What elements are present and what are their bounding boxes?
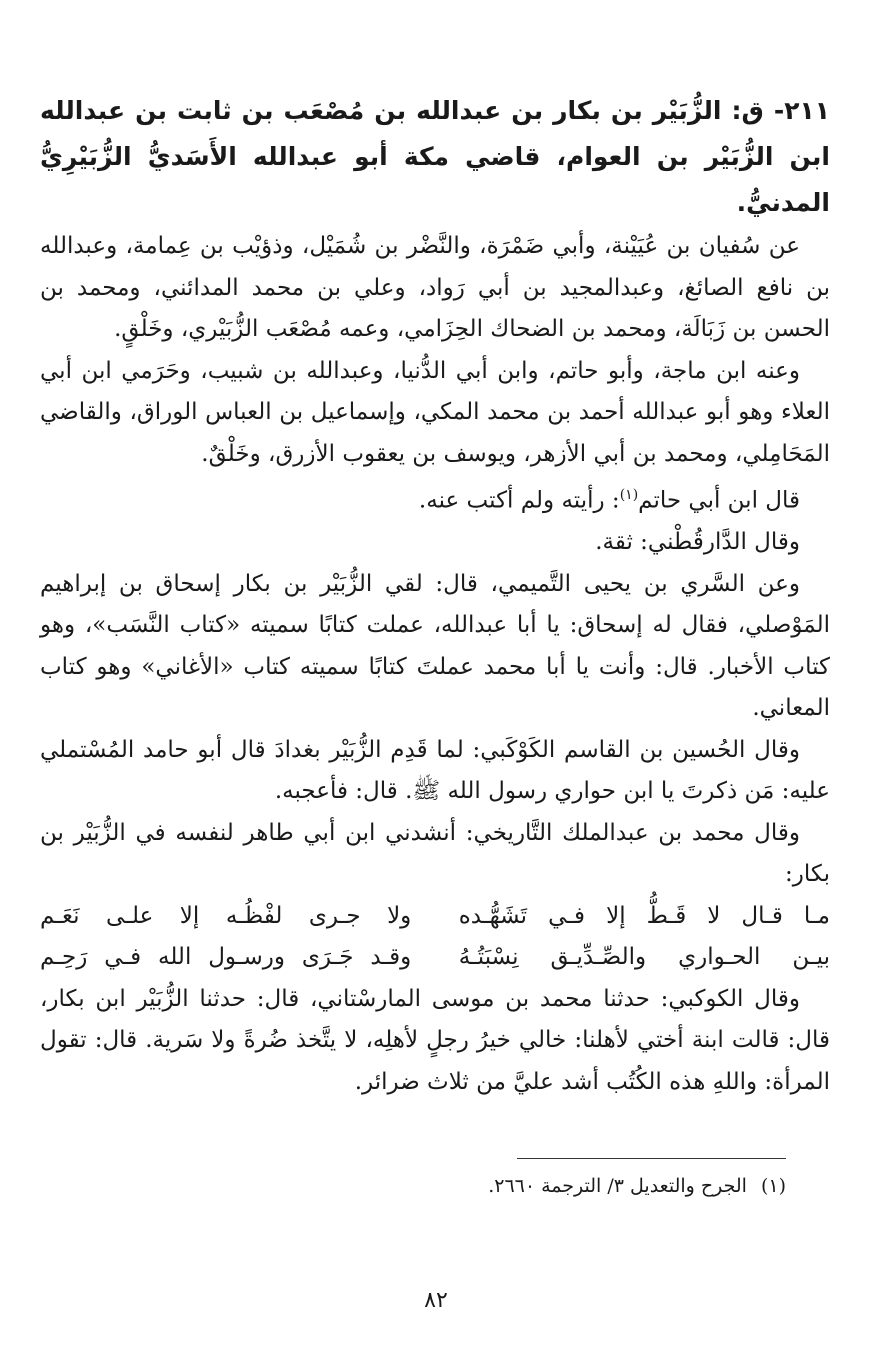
footnote (300, 1171, 786, 1201)
kawkabi-story-paragraph: وقال الحُسين بن القاسم الكَوْكَبي: لما قَدِم الزُّبَيْر بغدادَ قال أبو حامد المُسْتملي عليه: مَن ذكرتَ يا ابن حواري رسول الله ﷺ. قال: فأعجبه. (40, 736, 830, 805)
abi-hatim-quote (40, 475, 830, 522)
poem-verse (40, 896, 830, 938)
footnote-reference[interactable]: (١) (619, 487, 639, 503)
main-text (40, 88, 830, 1103)
poem (40, 896, 830, 979)
daraqutni-quote: وقال الدَّارقُطْني: ثقة. (595, 529, 800, 556)
poem-hemistich-second: وقـد جَـرَى ورسـول الله فـي رَحِـم (40, 944, 412, 971)
abi-hatim-quote-end: : رأيته ولم أكتب عنه. (418, 487, 620, 514)
footnote-marker: (١) (760, 1175, 786, 1197)
abi-hatim-quote-start: قال ابن أبي حاتم (638, 487, 800, 514)
sari-story-paragraph: وعن السَّري بن يحيى التَّميمي، قال: لقي الزُّبَيْر بن بكار إسحاق بن إبراهيم المَوْصلي، فقال له إسحاق: يا أبا عبدالله، عملت كتابًا سميته «كتاب النَّسَب»، وهو كتاب الأخبار. قال: وأنت يا أبا محمد عملتَ كتابًا سميته كتاب «الأغاني» وهو كتاب المعاني. (40, 570, 830, 722)
footnote-divider (517, 1158, 786, 1159)
students-paragraph: وعنه ابن ماجة، وأبو حاتم، وابن أبي الدُّنيا، وعبدالله بن شبيب، وحَرَمي ابن أبي العلاء وهو أبو عبدالله أحمد بن محمد المكي، وإسماعيل بن العباس الوراق، والقاضي المَحَامِلي، ومحمد بن أبي الأزهر، ويوسف بن يعقوب الأزرق، وخَلْقٌ. (40, 357, 830, 467)
footnote-text: الجرح والتعديل ٣/ الترجمة ٢٦٦٠. (488, 1175, 747, 1197)
poem-hemistich-first: بيـن الحـواري والصِّـدِّيـق نِسْبَتُـهُ (458, 944, 830, 971)
tarikhi-intro-paragraph: وقال محمد بن عبدالملك التَّاريخي: أنشدني ابن أبي طاهر لنفسه في الزُّبَيْر بن بكار: (40, 819, 830, 888)
poem-hemistich-second: ولا جـرى لفْظُـه إلا علـى نَعَـم (40, 902, 412, 929)
teachers-paragraph: عن سُفيان بن عُيَيْنة، وأبي ضَمْرَة، والنَّضْر بن شُمَيْل، وذؤيْب بن عِمامة، وعبدالله بن نافع الصائغ، وعبدالمجيد بن أبي رَواد، وعلي بن محمد المدائني، ومحمد بن الحسن بن زَبَالَة، ومحمد بن الضحاك الحِزَامي، وعمه مُصْعَب الزُّبَيْري، وخَلْقٍ. (40, 233, 830, 342)
wife-story-paragraph: وقال الكوكبي: حدثنا محمد بن موسى المارسْتاني، قال: حدثنا الزُّبَيْر ابن بكار، قال: قالت ابنة أختي لأهلنا: خالي خيرُ رجلٍ لأهلِه، لا يتَّخذ ضُرةً ولا سَرية. قال: تقول المرأة: واللهِ هذه الكُتُب أشد عليَّ من ثلاث ضرائر. (40, 985, 830, 1095)
entry-heading: ٢١١- ق: الزُّبَيْر بن بكار بن عبدالله بن مُصْعَب بن ثابت بن عبدالله ابن الزُّبَيْر بن العوام، قاضي مكة أبو عبدالله الأَسَديُّ الزُّبَيْرِيُّ المدنيُّ. (40, 96, 830, 217)
page-number: ٨٢ (424, 1288, 448, 1313)
poem-verse (40, 937, 830, 979)
poem-hemistich-first: مـا قـال لا قَـطُّ إلا فـي تَشَهُّـده (458, 902, 830, 929)
